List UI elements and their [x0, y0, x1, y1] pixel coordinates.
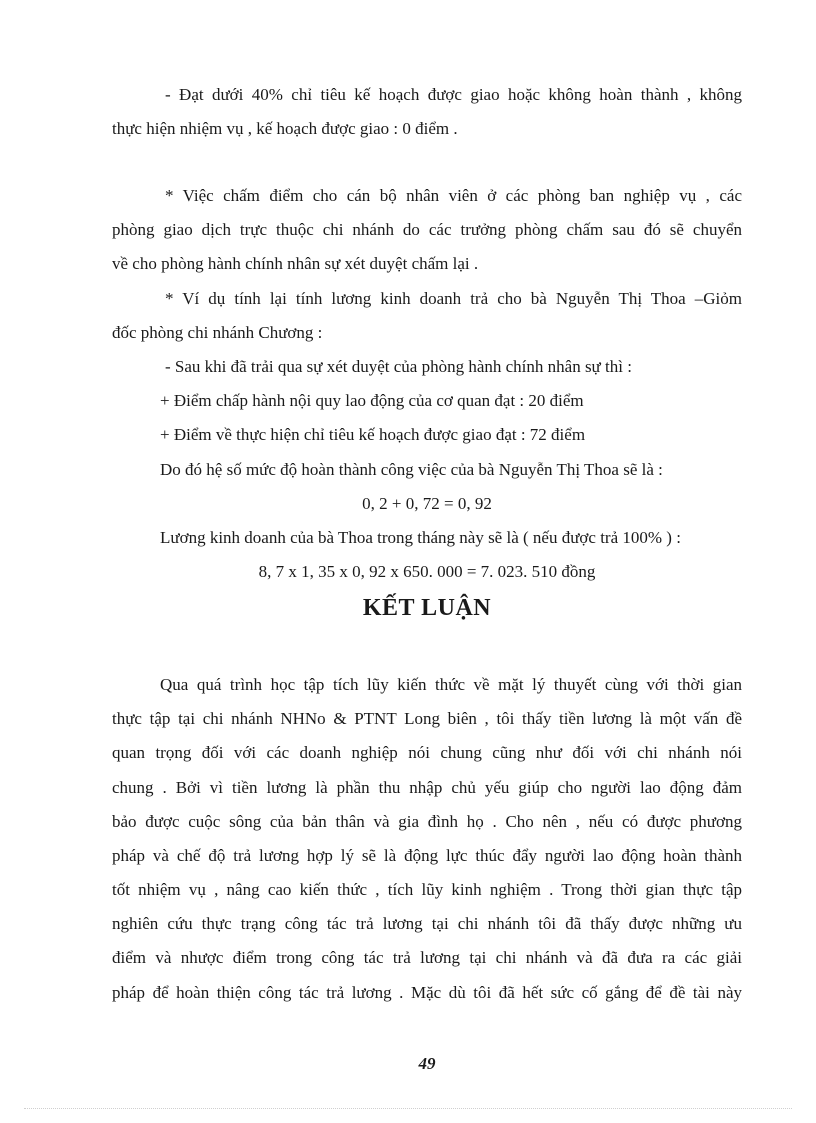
text-line-19: tốt nhiệm vụ , nâng cao kiến thức , tích lũy kinh nghiệm . Trong thời gian thực tập: [112, 880, 742, 899]
text-line-5: về cho phòng hành chính nhân sự xét duyệt chấm lại .: [112, 254, 479, 273]
text-line-20: nghiên cứu thực trạng công tác trả lương tại chi nhánh tôi đã thấy được những ưu: [112, 914, 742, 933]
text-line-9: + Điểm chấp hành nội quy lao động của cơ quan đạt : 20 điểm: [160, 391, 584, 410]
footer-divider: [24, 1108, 792, 1109]
text-line-21: điểm và nhược điểm trong công tác trả lương tại chi nhánh và đã đưa ra các giải: [112, 948, 742, 967]
text-line-7: đốc phòng chi nhánh Chương :: [112, 323, 323, 342]
text-line-4: phòng giao dịch trực thuộc chi nhánh do các trưởng phòng chấm sau đó sẽ chuyển: [112, 220, 742, 239]
text-line-16: chung . Bởi vì tiền lương là phần thu nhập chủ yếu giúp cho người lao động đảm: [112, 778, 742, 797]
text-line-3: * Việc chấm điểm cho cán bộ nhân viên ở các phòng ban nghiệp vụ , các: [165, 186, 742, 205]
text-line-1: - Đạt dưới 40% chỉ tiêu kế hoạch được giao hoặc không hoàn thành , không: [165, 85, 742, 104]
section-heading: KẾT LUẬN: [362, 595, 492, 621]
text-line-17: bảo được cuộc sông của bản thân và gia đình họ . Cho nên , nếu có được phương: [112, 812, 742, 831]
formula-1: 0, 2 + 0, 72 = 0, 92: [362, 494, 492, 513]
text-line-2: thực hiện nhiệm vụ , kế hoạch được giao : 0 điểm .: [112, 119, 458, 138]
text-line-12: Lương kinh doanh của bà Thoa trong tháng này sẽ là ( nếu được trả 100% ) :: [160, 528, 681, 547]
text-line-15: quan trọng đối với các doanh nghiệp nói chung cũng như đối với chi nhánh nói: [112, 743, 742, 762]
text-line-11: Do đó hệ số mức độ hoàn thành công việc của bà Nguyễn Thị Thoa sẽ là :: [160, 460, 663, 479]
text-line-13: Qua quá trình học tập tích lũy kiến thức về mặt lý thuyết cùng với thời gian: [160, 675, 742, 694]
page-number: 49: [418, 1054, 436, 1073]
text-line-6: * Ví dụ tính lại tính lương kinh doanh trả cho bà Nguyễn Thị Thoa –Giỏm: [165, 289, 742, 308]
text-line-10: + Điểm về thực hiện chỉ tiêu kế hoạch được giao đạt : 72 điểm: [160, 425, 586, 444]
text-line-14: thực tập tại chi nhánh NHNo & PTNT Long biên , tôi thấy tiền lương là một vấn đề: [112, 709, 742, 728]
text-line-22: pháp để hoàn thiện công tác trả lương . Mặc dù tôi đã hết sức cố gắng để đề tài này: [112, 983, 742, 1002]
formula-2: 8, 7 x 1, 35 x 0, 92 x 650. 000 = 7. 023. 510 đồng: [258, 562, 596, 581]
text-line-8: - Sau khi đã trải qua sự xét duyệt của phòng hành chính nhân sự thì :: [165, 357, 632, 376]
text-line-18: pháp và chế độ trả lương hợp lý sẽ là động lực thúc đẩy người lao động hoàn thành: [112, 846, 742, 865]
